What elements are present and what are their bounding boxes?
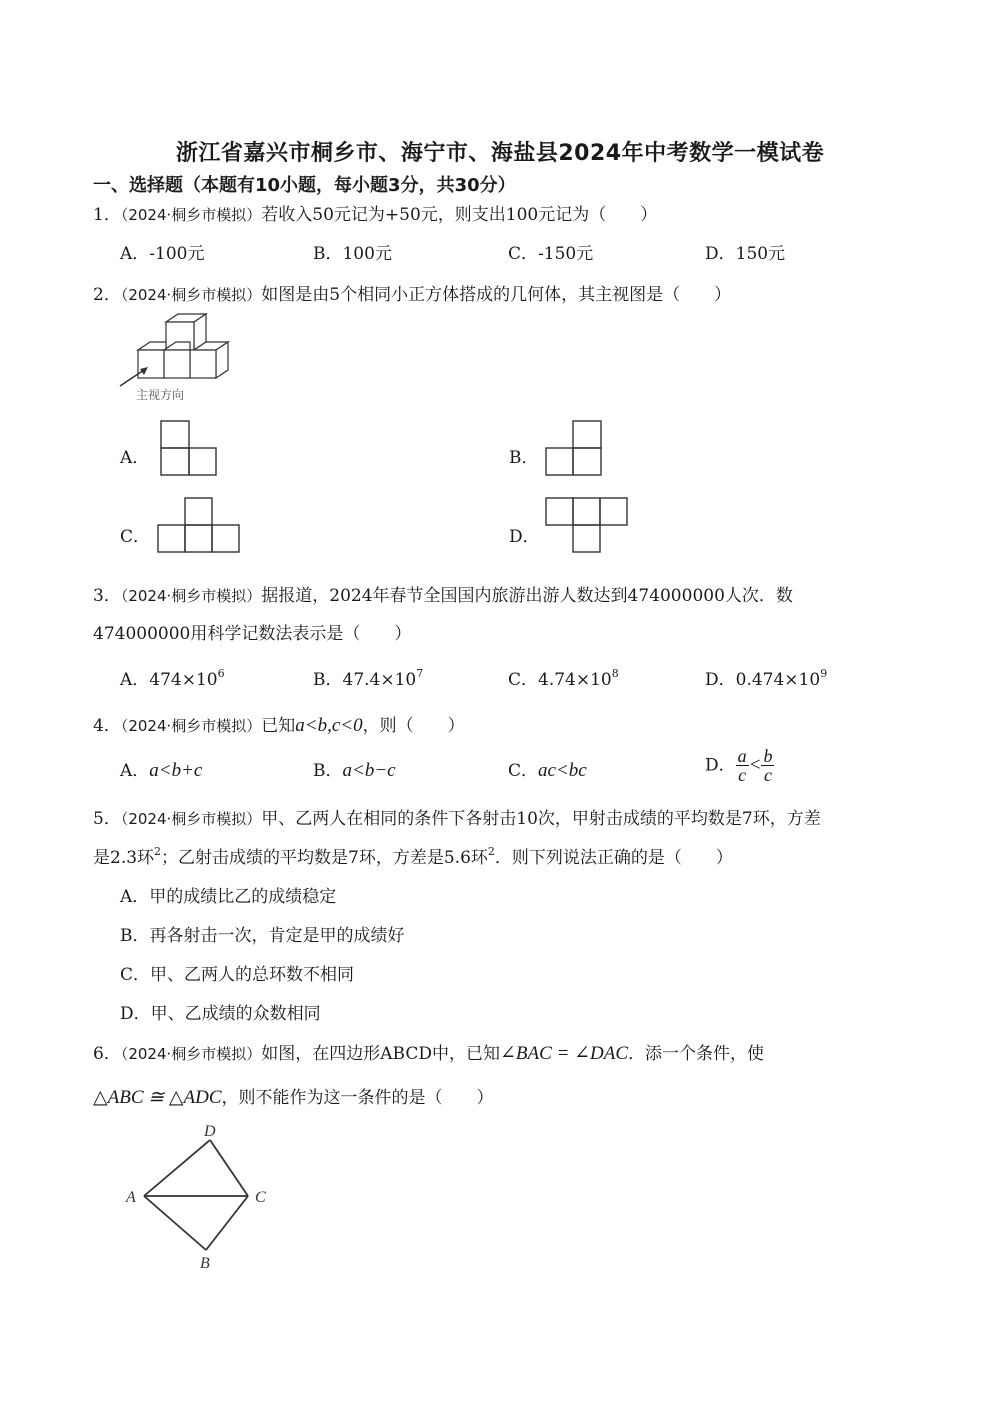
question-4 — [93, 714, 465, 738]
question-number: 6． — [93, 1044, 121, 1064]
question-number: 5． — [93, 809, 121, 829]
option-d: D．甲、乙成绩的众数相同 — [120, 1004, 321, 1024]
option-label: B． — [313, 761, 343, 781]
label-b: B — [200, 1255, 210, 1272]
option-exponent: 6 — [217, 667, 225, 680]
question-text: 甲、乙两人在相同的条件下各射击10次，甲射击成绩的平均数是7环，方差 — [261, 809, 821, 829]
option-b: B．100元 — [313, 244, 392, 264]
option-label: B． — [313, 670, 343, 690]
option-a: A．-100元 — [120, 244, 205, 264]
question-6 — [93, 1042, 764, 1066]
question-text-continued: 474000000用科学记数法表示是（ ） — [93, 624, 412, 644]
question-text: 已知 — [261, 716, 296, 736]
figure-caption: 主视方向 — [136, 388, 185, 402]
option-expression: 47.4×10 — [342, 670, 417, 690]
option-exponent: 9 — [820, 667, 828, 680]
option-c: C．-150元 — [508, 244, 594, 264]
question-number: 1． — [93, 205, 121, 225]
quadrilateral-figure — [120, 1122, 280, 1272]
side-ad — [144, 1140, 210, 1196]
option-c-figure — [157, 497, 241, 557]
option-d: D． — [509, 527, 540, 547]
label-a: A — [126, 1189, 136, 1206]
question-2 — [93, 283, 731, 307]
option-label: A． — [120, 670, 150, 690]
question-source: （2024·桐乡市模拟） — [120, 286, 262, 304]
variance-b: ；乙射击成绩的平均数是7环，方差是5.6环 — [161, 848, 488, 868]
question-text: 如图，在四边形ABCD中，已知 — [261, 1044, 501, 1064]
option-label: A． — [120, 761, 150, 781]
option-label: D． — [705, 670, 736, 690]
side-bc — [206, 1196, 248, 1250]
option-c — [508, 759, 587, 783]
option-exponent: 7 — [416, 667, 424, 680]
section-heading: 一、选择题（本题有10小题，每小题3分，共30分） — [93, 175, 516, 196]
option-b: B． — [509, 448, 539, 468]
question-number: 3． — [93, 586, 121, 606]
question-number: 2． — [93, 285, 121, 305]
option-label: D． — [705, 755, 736, 776]
option-expression: a<b+c — [149, 760, 203, 781]
fraction-b-over-c: $\frac{b}{c}$ — [763, 746, 773, 785]
option-d: D．150元 — [705, 244, 786, 264]
superscript: 2 — [154, 845, 162, 858]
option-expression: 4.74×10 — [538, 670, 612, 690]
page-title: 浙江省嘉兴市桐乡市、海宁市、海盐县2024年中考数学一模试卷 — [175, 141, 825, 166]
option-expression: ac<bc — [538, 760, 587, 781]
question-prompt: ．则下列说法正确的是（ ） — [494, 848, 733, 868]
option-d — [705, 668, 827, 692]
variance-a: 是2.3环 — [93, 848, 155, 868]
angle-condition: ∠BAC = ∠DAC — [500, 1043, 629, 1064]
option-expression: 474×10 — [149, 670, 218, 690]
option-a — [120, 759, 202, 783]
option-a — [120, 668, 225, 692]
option-d — [705, 747, 774, 784]
question-source: （2024·桐乡市模拟） — [120, 1045, 262, 1063]
option-b-figure — [545, 420, 605, 478]
option-label: C． — [508, 670, 539, 690]
option-d-figure — [545, 497, 631, 557]
question-text-continued — [93, 846, 733, 870]
question-5 — [93, 807, 821, 831]
question-1 — [93, 203, 657, 227]
question-source: （2024·桐乡市模拟） — [120, 206, 262, 224]
option-c — [508, 668, 619, 692]
superscript: 2 — [487, 845, 495, 858]
question-source: （2024·桐乡市模拟） — [120, 587, 262, 605]
option-c: C． — [120, 527, 151, 547]
option-a: A．甲的成绩比乙的成绩稳定 — [120, 887, 337, 907]
less-than-sign: < — [748, 754, 762, 776]
fraction-a-over-c: $\frac{a}{c}$ — [737, 746, 747, 785]
side-ab — [144, 1196, 206, 1250]
congruence-statement: △ABC ≅ △ADC — [93, 1087, 222, 1108]
option-c: C．甲、乙两人的总环数不相同 — [120, 965, 355, 985]
option-b — [313, 668, 423, 692]
option-a: A． — [120, 448, 150, 468]
question-3 — [93, 584, 793, 608]
question-text-continued — [93, 1086, 494, 1110]
label-c: C — [255, 1189, 266, 1206]
question-source: （2024·桐乡市模拟） — [120, 717, 262, 735]
label-d: D — [204, 1123, 216, 1140]
side-dc — [210, 1140, 248, 1196]
option-a-figure — [160, 420, 220, 478]
question-text-end: ，则（ ） — [362, 716, 465, 736]
question-text: 若收入50元记为+50元，则支出100元记为（ ） — [261, 205, 658, 225]
question-text-end: ．添一个条件，使 — [628, 1044, 765, 1064]
question-prompt: ，则不能作为这一条件的是（ ） — [221, 1088, 494, 1108]
option-b: B．再各射击一次，肯定是甲的成绩好 — [120, 926, 405, 946]
question-source: （2024·桐乡市模拟） — [120, 810, 262, 828]
option-exponent: 8 — [611, 667, 619, 680]
question-math: a<b,c<0 — [295, 715, 363, 736]
question-number: 4． — [93, 716, 121, 736]
option-label: C． — [508, 761, 539, 781]
cube-figure — [118, 312, 238, 392]
option-expression: a<b−c — [342, 760, 396, 781]
question-text: 如图是由5个相同小正方体搭成的几何体，其主视图是（ ） — [261, 285, 732, 305]
option-b — [313, 759, 396, 783]
question-text: 据报道，2024年春节全国国内旅游出游人数达到474000000人次．数 — [261, 586, 793, 606]
option-expression: 0.474×10 — [735, 670, 821, 690]
